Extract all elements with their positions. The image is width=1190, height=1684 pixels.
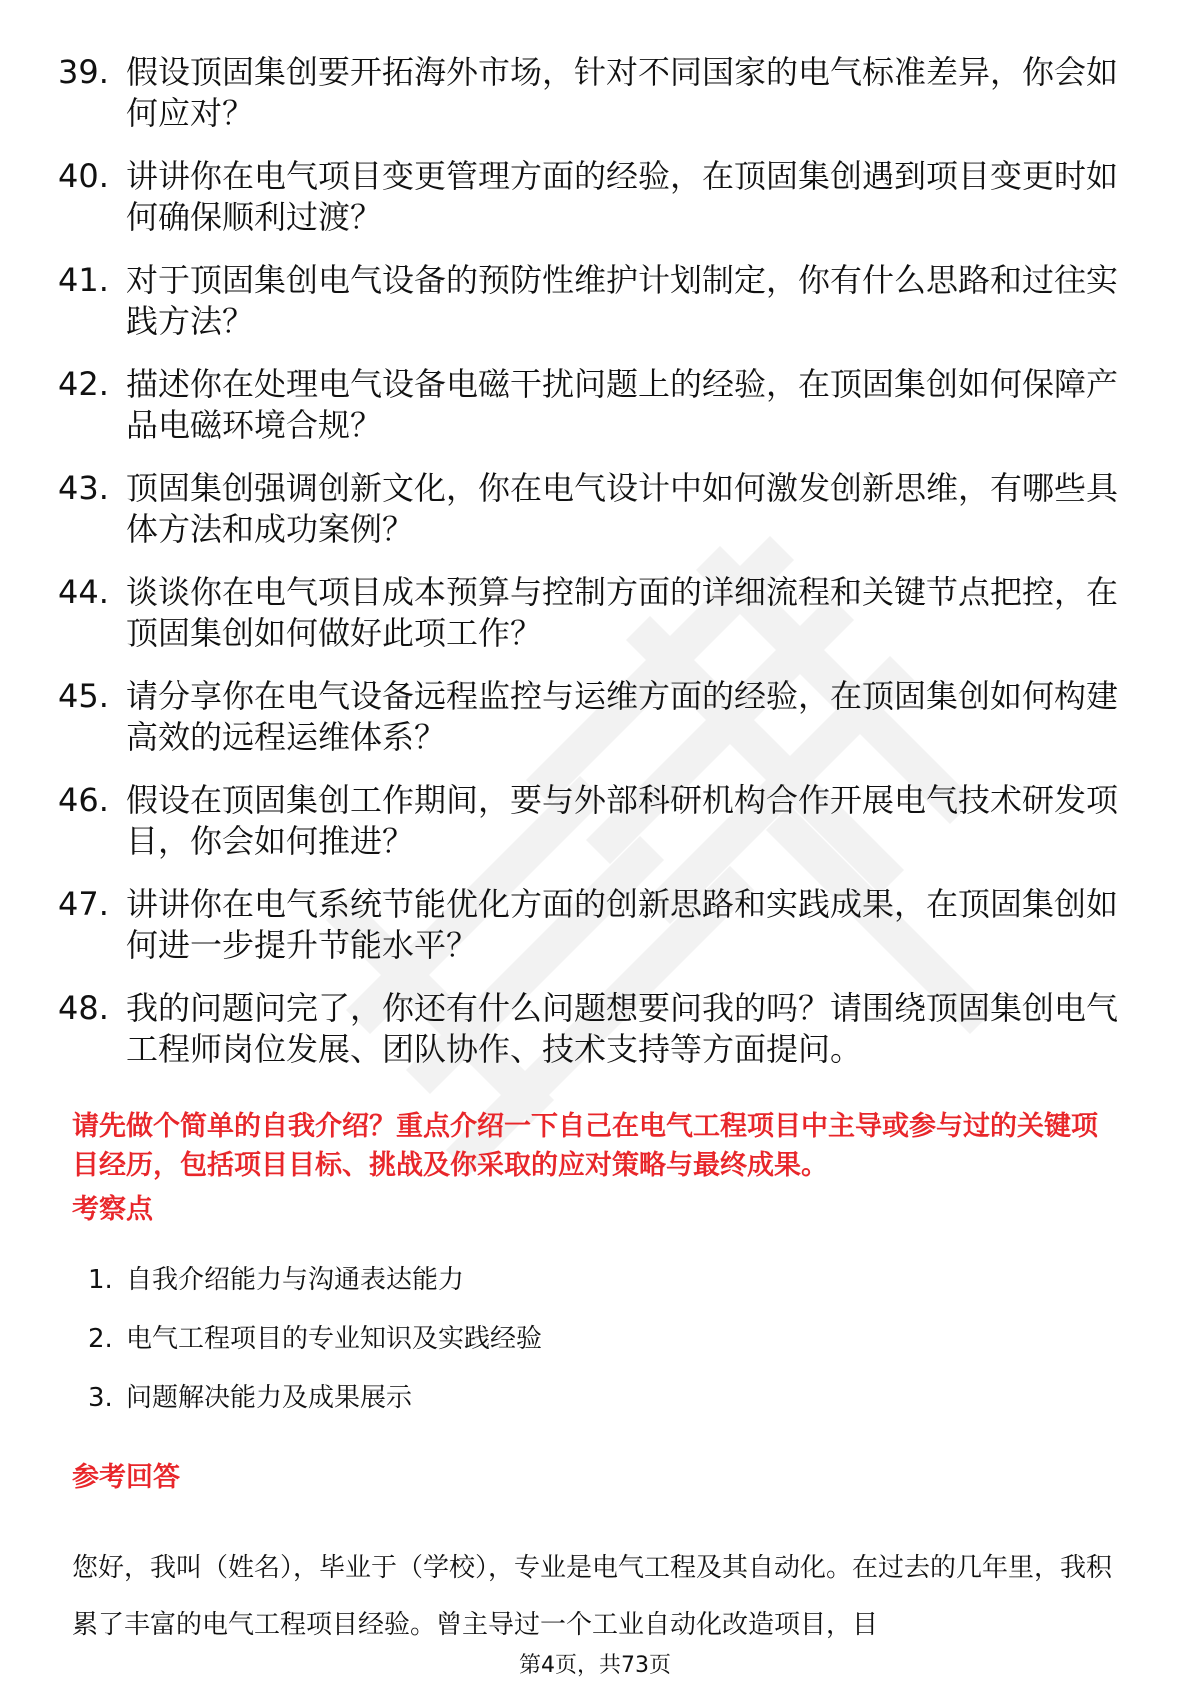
question-item: [58, 260, 1118, 342]
question-text: 请分享你在电气设备远程监控与运维方面的经验，在顶固集创如何构建高效的远程运维体系？: [126, 677, 1119, 756]
assessment-list: [88, 1262, 542, 1439]
assessment-number: 1.: [88, 1265, 113, 1295]
question-item: [58, 884, 1118, 966]
assessment-number: 3.: [88, 1383, 113, 1413]
page-number: 第4页，共73页: [519, 1653, 671, 1678]
question-text: 讲讲你在电气系统节能优化方面的创新思路和实践成果，在顶固集创如何进一步提升节能水平？: [126, 885, 1119, 964]
question-item: [58, 52, 1118, 134]
question-item: [58, 572, 1118, 654]
reference-answer: 您好，我叫（姓名），毕业于（学校），专业是电气工程及其自动化。在过去的几年里，我积累了丰富的电气工程项目经验。曾主导过一个工业自动化改造项目，目: [72, 1553, 1113, 1640]
question-item: [58, 364, 1118, 446]
question-item: [58, 780, 1118, 862]
assessment-item: [88, 1321, 542, 1357]
reference-heading: 参考回答: [72, 1462, 180, 1493]
question-number: 45.: [58, 677, 109, 715]
assessment-item: [88, 1380, 542, 1416]
question-text: 顶固集创强调创新文化，你在电气设计中如何激发创新思维，有哪些具体方法和成功案例？: [126, 469, 1119, 548]
question-number: 46.: [58, 781, 109, 819]
question-text: 讲讲你在电气项目变更管理方面的经验，在顶固集创遇到项目变更时如何确保顺利过渡？: [126, 157, 1119, 236]
question-item: [58, 676, 1118, 758]
question-number: 47.: [58, 885, 109, 923]
question-text: 描述你在处理电气设备电磁干扰问题上的经验，在顶固集创如何保障产品电磁环境合规？: [126, 365, 1119, 444]
question-item: [58, 468, 1118, 550]
question-number: 43.: [58, 469, 109, 507]
question-text: 我的问题问完了，你还有什么问题想要问我的吗？请围绕顶固集创电气工程师岗位发展、团队协作、技术支持等方面提问。: [126, 989, 1119, 1068]
question-text: 对于顶固集创电气设备的预防性维护计划制定，你有什么思路和过往实践方法？: [126, 261, 1119, 340]
interview-prompt: 请先做个简单的自我介绍？重点介绍一下自己在电气工程项目中主导或参与过的关键项目经历，包括项目目标、挑战及你采取的应对策略与最终成果。: [72, 1111, 1098, 1181]
question-number: 44.: [58, 573, 109, 611]
question-number: 40.: [58, 157, 109, 195]
question-number: 48.: [58, 989, 109, 1027]
assessment-text: 问题解决能力及成果展示: [126, 1383, 413, 1413]
question-text: 谈谈你在电气项目成本预算与控制方面的详细流程和关键节点把控，在顶固集创如何做好此项工作？: [126, 573, 1119, 652]
question-number: 42.: [58, 365, 109, 403]
question-item: [58, 988, 1118, 1070]
assessment-text: 自我介绍能力与沟通表达能力: [126, 1265, 465, 1295]
assessment-number: 2.: [88, 1324, 113, 1354]
question-item: [58, 156, 1118, 238]
assessment-text: 电气工程项目的专业知识及实践经验: [126, 1324, 543, 1354]
assessment-heading: 考察点: [72, 1194, 153, 1225]
question-list: [58, 52, 1118, 1092]
question-text: 假设顶固集创要开拓海外市场，针对不同国家的电气标准差异，你会如何应对？: [126, 53, 1119, 132]
question-text: 假设在顶固集创工作期间，要与外部科研机构合作开展电气技术研发项目，你会如何推进？: [126, 781, 1119, 860]
assessment-item: [88, 1262, 542, 1298]
question-number: 41.: [58, 261, 109, 299]
question-number: 39.: [58, 53, 109, 91]
